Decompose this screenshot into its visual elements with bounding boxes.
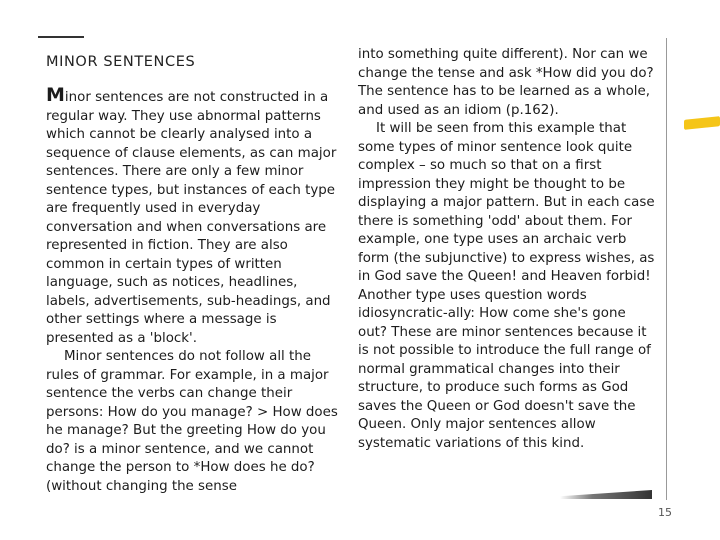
highlighter-mark xyxy=(684,116,720,130)
section-heading: MINOR SENTENCES xyxy=(46,54,196,70)
left-column xyxy=(46,86,338,496)
right-paragraph-2: It will be seen from this example that some types of minor sentence look quite complex – so much so that on a first impression they might be thought to be displaying a major pattern. But in each case there is something 'odd' about them. For example, one type uses an archaic verb form (the subjunctive) to express wishes, as in God save the Queen! and Heaven forbid! Another type uses question words idiosyncratic-ally: How come she's gone out? These are minor sentences because it is not possible to introduce the full range of normal grammatical changes into their structure, to produce such forms as God saves the Queen or God doesn't save the Queen. Only major sentences allow systematic variations of this kind. xyxy=(358,121,655,451)
left-paragraph-2: Minor sentences do not follow all the rules of grammar. For example, in a major sentence the verbs can change their persons: How do you manage? > How does he manage? But the greeting How do you do? is a minor sentence, and we cannot change the person to *How does he do? (without changing the sense xyxy=(46,349,338,494)
right-paragraph-1: into something quite different). Nor can we change the tense and ask *How did you do? The sentence has to be learned as a whole, and used as an idiom (p.162). xyxy=(358,47,654,118)
scan-smudge xyxy=(560,490,652,499)
page-number: 15 xyxy=(658,506,672,519)
left-paragraph-1 xyxy=(46,86,338,348)
right-column xyxy=(358,46,658,453)
drop-cap: M xyxy=(46,84,65,106)
left-paragraph-1-text: inor sentences are not constructed in a regular way. They use abnormal patterns which cannot be clearly analysed into a sequence of clause elements, as can major sentences. There are only a few minor sentence types, but instances of each type are frequently used in everyday conversation and when conversations are represented in fiction. They are also common in certain types of written language, such as notices, headlines, labels, advertisements, sub-headings, and other settings where a message is presented as a 'block'. xyxy=(46,90,337,346)
top-rule xyxy=(38,36,84,38)
margin-line xyxy=(666,38,667,500)
